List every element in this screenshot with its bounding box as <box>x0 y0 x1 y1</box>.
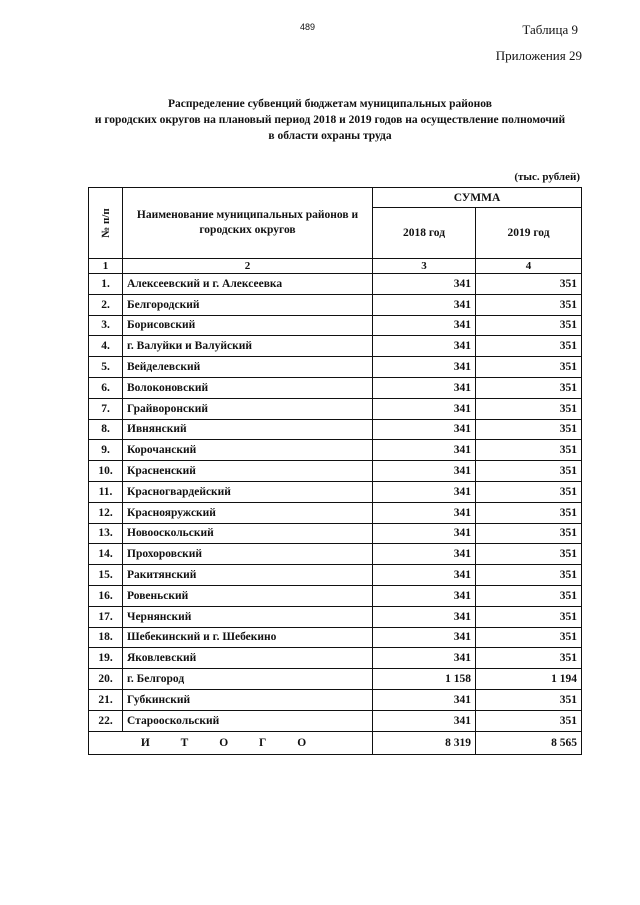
row-value-2018: 341 <box>373 274 476 295</box>
row-name: Вейделевский <box>123 357 373 378</box>
title-line-2: и городских округов на плановый период 2018 и 2019 годов на осуществление полномочий <box>94 114 566 126</box>
row-value-2018: 341 <box>373 357 476 378</box>
total-label: И Т О Г О <box>89 731 373 754</box>
row-index: 3. <box>89 315 123 336</box>
row-name: Старооскольский <box>123 710 373 731</box>
table-row <box>89 274 582 295</box>
row-value-2018: 341 <box>373 627 476 648</box>
row-value-2019: 351 <box>476 274 582 295</box>
row-value-2018: 341 <box>373 377 476 398</box>
row-index: 21. <box>89 689 123 710</box>
table-row <box>89 544 582 565</box>
table-row <box>89 377 582 398</box>
row-name: Шебекинский и г. Шебекино <box>123 627 373 648</box>
row-value-2019: 351 <box>476 544 582 565</box>
row-name: Борисовский <box>123 315 373 336</box>
row-value-2019: 351 <box>476 336 582 357</box>
row-value-2018: 341 <box>373 585 476 606</box>
row-value-2018: 341 <box>373 440 476 461</box>
row-name: Губкинский <box>123 689 373 710</box>
row-index: 19. <box>89 648 123 669</box>
row-index: 18. <box>89 627 123 648</box>
row-name: Яковлевский <box>123 648 373 669</box>
header-sum: СУММА <box>373 188 582 208</box>
table-row <box>89 523 582 544</box>
row-index: 5. <box>89 357 123 378</box>
column-number: 4 <box>476 259 582 274</box>
row-index: 15. <box>89 565 123 586</box>
row-value-2018: 1 158 <box>373 669 476 690</box>
table-row <box>89 481 582 502</box>
row-value-2018: 341 <box>373 523 476 544</box>
subvention-table <box>88 187 582 755</box>
row-value-2019: 351 <box>476 481 582 502</box>
row-name: г. Белгород <box>123 669 373 690</box>
row-index: 11. <box>89 481 123 502</box>
row-name: Волоконовский <box>123 377 373 398</box>
row-index: 7. <box>89 398 123 419</box>
row-index: 17. <box>89 606 123 627</box>
row-value-2019: 351 <box>476 565 582 586</box>
header-name: Наименование муниципальных районов и городских округов <box>123 188 373 259</box>
column-number: 2 <box>123 259 373 274</box>
row-value-2018: 341 <box>373 606 476 627</box>
total-2018: 8 319 <box>373 731 476 754</box>
table-row <box>89 461 582 482</box>
row-index: 12. <box>89 502 123 523</box>
row-value-2019: 351 <box>476 627 582 648</box>
row-name: Ивнянский <box>123 419 373 440</box>
row-index: 22. <box>89 710 123 731</box>
row-index: 2. <box>89 294 123 315</box>
document-title <box>60 96 600 144</box>
row-value-2018: 341 <box>373 294 476 315</box>
row-index: 10. <box>89 461 123 482</box>
row-value-2019: 1 194 <box>476 669 582 690</box>
row-name: Ракитянский <box>123 565 373 586</box>
row-value-2019: 351 <box>476 440 582 461</box>
table-row <box>89 627 582 648</box>
row-value-2018: 341 <box>373 710 476 731</box>
table-row <box>89 398 582 419</box>
table-row <box>89 440 582 461</box>
row-name: Краснояружский <box>123 502 373 523</box>
table-row <box>89 357 582 378</box>
row-index: 4. <box>89 336 123 357</box>
row-index: 14. <box>89 544 123 565</box>
row-value-2019: 351 <box>476 315 582 336</box>
row-name: Красненский <box>123 461 373 482</box>
row-value-2019: 351 <box>476 419 582 440</box>
page-number: 489 <box>300 22 316 32</box>
row-index: 1. <box>89 274 123 295</box>
row-value-2019: 351 <box>476 606 582 627</box>
row-index: 20. <box>89 669 123 690</box>
table-row <box>89 669 582 690</box>
table-row <box>89 606 582 627</box>
table-row <box>89 294 582 315</box>
row-value-2018: 341 <box>373 544 476 565</box>
row-name: Новооскольский <box>123 523 373 544</box>
row-value-2018: 341 <box>373 336 476 357</box>
row-value-2019: 351 <box>476 294 582 315</box>
row-value-2018: 341 <box>373 419 476 440</box>
row-value-2019: 351 <box>476 710 582 731</box>
header-2019: 2019 год <box>476 208 582 259</box>
table-row <box>89 502 582 523</box>
row-value-2019: 351 <box>476 357 582 378</box>
row-value-2018: 341 <box>373 481 476 502</box>
column-number: 1 <box>89 259 123 274</box>
table-row <box>89 315 582 336</box>
row-value-2019: 351 <box>476 648 582 669</box>
row-name: Ровеньский <box>123 585 373 606</box>
row-value-2019: 351 <box>476 502 582 523</box>
units-label: (тыс. рублей) <box>514 171 580 183</box>
row-index: 6. <box>89 377 123 398</box>
appendix-label: Приложения 29 <box>495 48 582 63</box>
total-2019: 8 565 <box>476 731 582 754</box>
table-row <box>89 689 582 710</box>
row-value-2018: 341 <box>373 648 476 669</box>
row-index: 13. <box>89 523 123 544</box>
row-value-2018: 341 <box>373 461 476 482</box>
header-index: № п/п <box>89 188 123 259</box>
title-line-3: в области охраны труда <box>268 130 392 142</box>
title-line-1: Распределение субвенций бюджетам муниципальных районов <box>168 98 492 110</box>
row-index: 16. <box>89 585 123 606</box>
row-name: Корочанский <box>123 440 373 461</box>
table-row <box>89 585 582 606</box>
row-name: Чернянский <box>123 606 373 627</box>
row-value-2019: 351 <box>476 689 582 710</box>
row-name: Красногвардейский <box>123 481 373 502</box>
header-2018: 2018 год <box>373 208 476 259</box>
row-value-2019: 351 <box>476 398 582 419</box>
row-index: 9. <box>89 440 123 461</box>
total-row <box>89 731 582 754</box>
row-value-2019: 351 <box>476 585 582 606</box>
row-value-2019: 351 <box>476 523 582 544</box>
row-value-2018: 341 <box>373 565 476 586</box>
row-value-2018: 341 <box>373 502 476 523</box>
table-row <box>89 565 582 586</box>
row-name: Грайворонский <box>123 398 373 419</box>
row-value-2019: 351 <box>476 377 582 398</box>
column-number: 3 <box>373 259 476 274</box>
row-name: Алексеевский и г. Алексеевка <box>123 274 373 295</box>
table-row <box>89 419 582 440</box>
row-name: Белгородский <box>123 294 373 315</box>
row-value-2018: 341 <box>373 398 476 419</box>
row-value-2019: 351 <box>476 461 582 482</box>
row-name: г. Валуйки и Валуйский <box>123 336 373 357</box>
row-value-2018: 341 <box>373 689 476 710</box>
table-row <box>89 710 582 731</box>
table-label: Таблица 9 <box>522 22 578 37</box>
row-value-2018: 341 <box>373 315 476 336</box>
table-row <box>89 648 582 669</box>
table-row <box>89 336 582 357</box>
row-index: 8. <box>89 419 123 440</box>
row-name: Прохоровский <box>123 544 373 565</box>
